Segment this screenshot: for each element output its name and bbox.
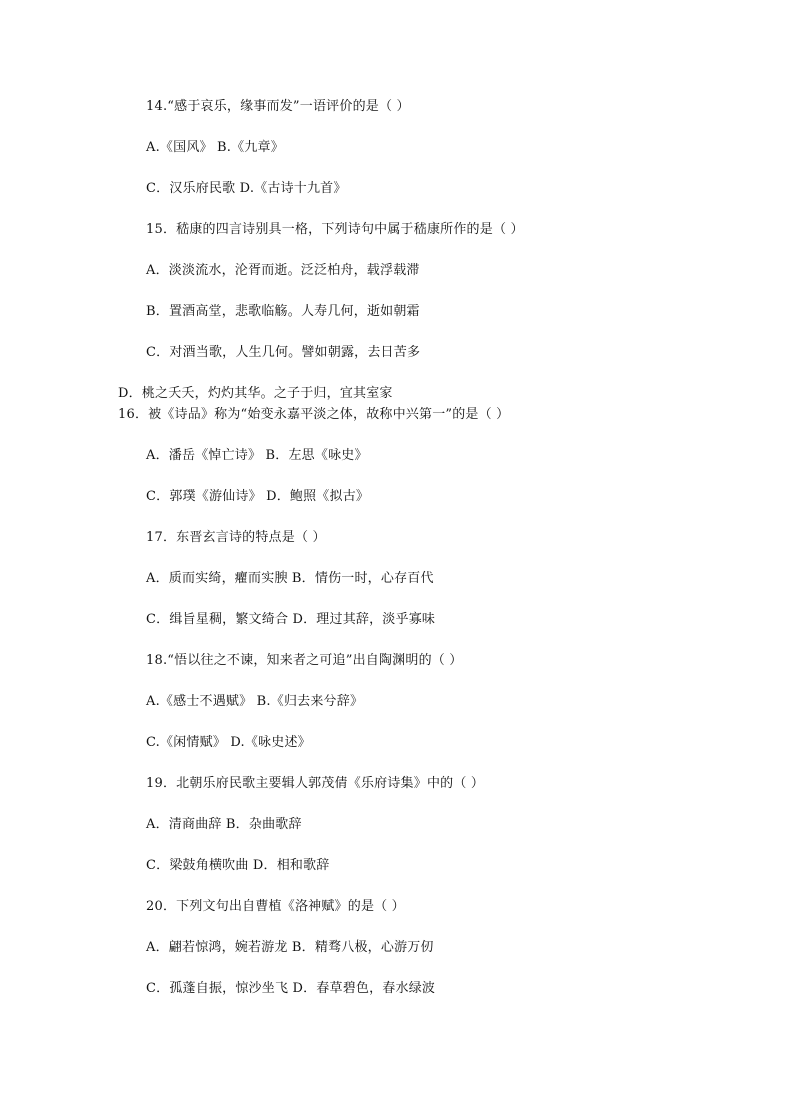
question-17-options-ab: A．质而实绮，癯而实腴 B．情伤一时，心存百代 [146,571,434,586]
question-20-options-cd: C．孤蓬自振，惊沙坐飞 D．春草碧色，春水绿波 [146,981,436,996]
question-20-stem: 20．下列文句出自曹植《洛神赋》的是（ ） [146,899,405,914]
question-17-stem: 17．东晋玄言诗的特点是（ ） [146,530,326,545]
question-15-option-c: C．对酒当歌，人生几何。譬如朝露，去日苦多 [146,345,421,360]
question-16-stem: 16．被《诗品》称为“始变永嘉平淡之体，故称中兴第一”的是（ ） [118,407,510,422]
question-14-options-cd: C．汉乐府民歌 D.《古诗十九首》 [146,181,347,196]
question-17-options-cd: C．缉旨星稠，繁文绮合 D．理过其辞，淡乎寡味 [146,612,436,627]
question-16-options-cd: C．郭璞《游仙诗》 D．鲍照《拟古》 [146,489,370,504]
question-18-stem: 18.“悟以往之不谏，知来者之可追”出自陶渊明的（ ） [146,653,463,668]
question-16-options-ab: A．潘岳《悼亡诗》 B．左思《咏史》 [146,448,368,463]
question-18-options-ab: A.《感士不遇赋》 B.《归去来兮辞》 [146,694,364,709]
question-18-options-cd: C.《闲情赋》 D.《咏史述》 [146,735,311,750]
question-19-options-cd: C．梁鼓角横吹曲 D．相和歌辞 [146,858,330,873]
question-15-option-b: B．置酒高堂，悲歌临觞。人寿几何，逝如朝霜 [146,304,420,319]
question-15-option-a: A．淡淡流水，沦胥而逝。泛泛柏舟，载浮载滞 [146,263,420,278]
question-14-stem: 14.“感于哀乐，缘事而发”一语评价的是（ ） [146,99,410,114]
question-19-stem: 19．北朝乐府民歌主要辑人郭茂倩《乐府诗集》中的（ ） [146,776,485,791]
question-15-option-d: D．桃之夭夭，灼灼其华。之子于归，宜其室家 [118,386,393,401]
question-15-stem: 15．嵇康的四言诗别具一格，下列诗句中属于嵇康所作的是（ ） [146,222,524,237]
question-14-options-ab: A.《国风》 B.《九章》 [146,140,284,155]
question-19-options-ab: A．清商曲辞 B．杂曲歌辞 [146,817,302,832]
question-20-options-ab: A．翩若惊鸿，婉若游龙 B．精骛八极，心游万仞 [146,940,434,955]
